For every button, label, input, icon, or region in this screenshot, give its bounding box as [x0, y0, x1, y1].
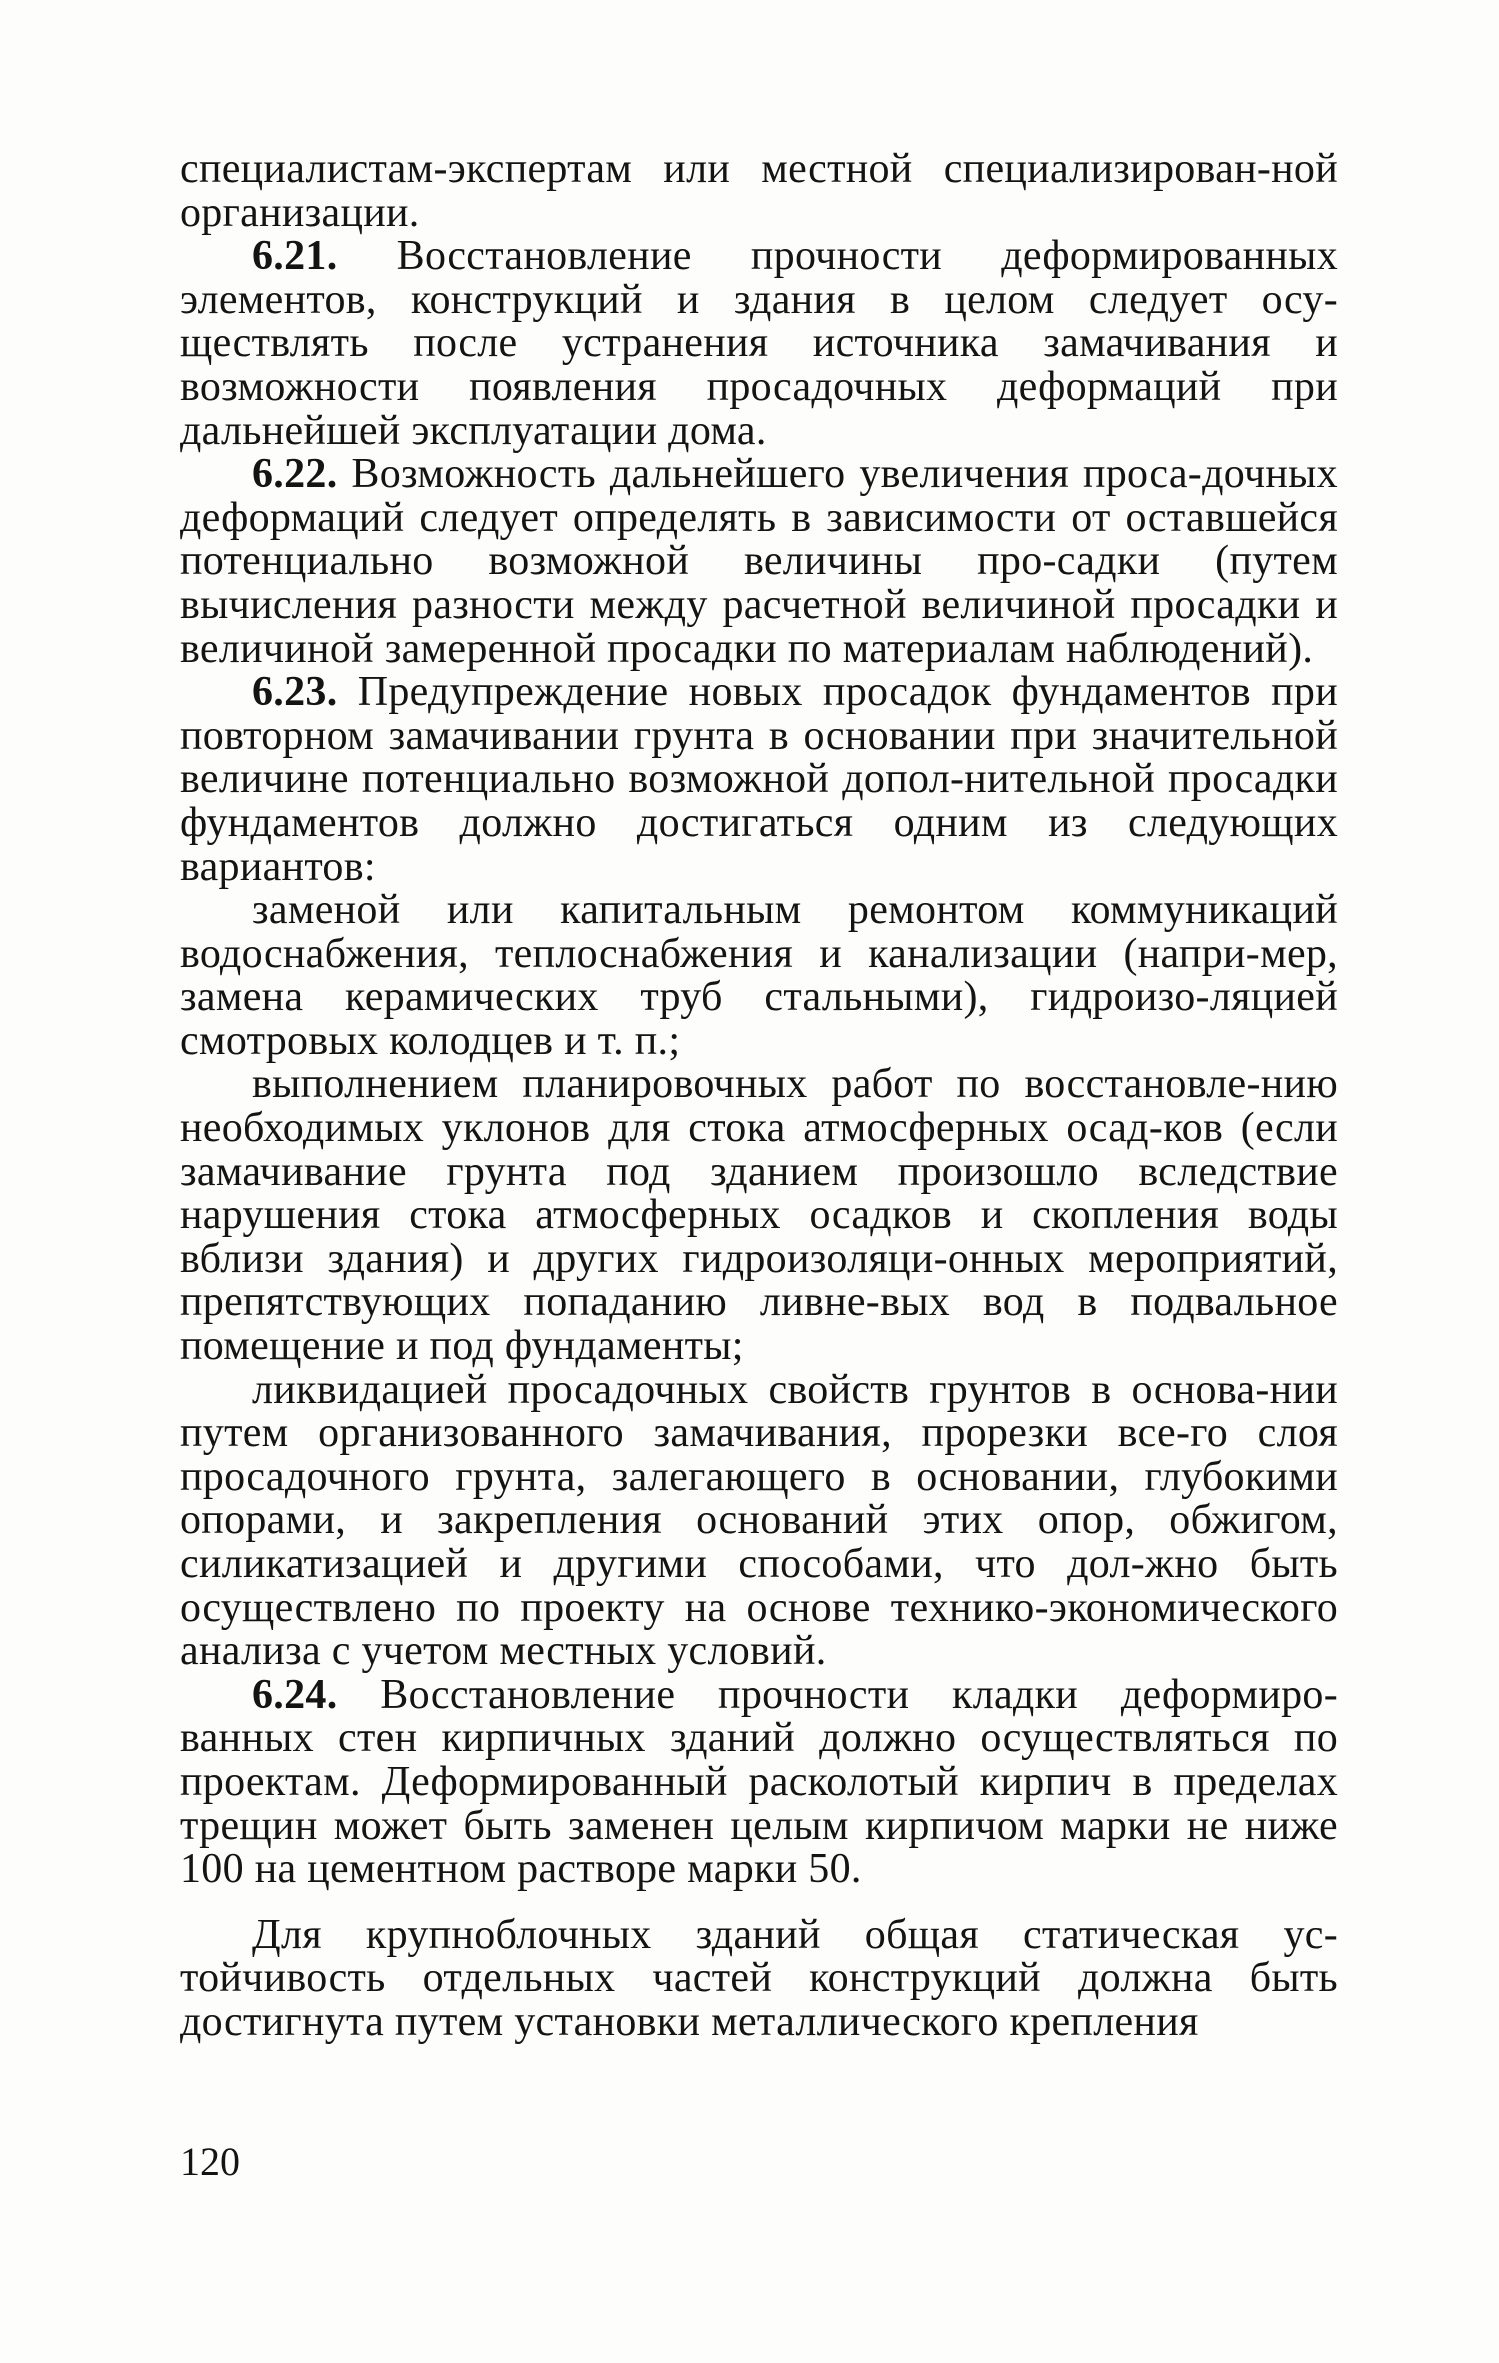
list-item-option-3 [180, 1366, 1338, 1675]
body-text [180, 148, 1338, 2045]
paragraph-text: ликвидацией просадочных свойств грунтов в основа-нии путем организованного замачивания, прорезки все-го слоя просадочного грунта, залегающего в основании, глубокими опорами, и закрепления оснований этих опор, обжигом, силикатизацией и другими способами, что дол-жно быть осуществлено по проекту на основе технико-экономического анализа с учетом местных условий. [180, 1366, 1338, 1675]
paragraph-text: Восстановление прочности кладки деформиро-ванных стен кирпичных зданий должно осуществляться по проектам. Деформированный расколотый кирпич в пределах трещин может быть заменен целым кирпичом марки не ниже 100 на цементном растворе марки 50. [180, 1671, 1338, 1893]
paragraph-6-23 [180, 671, 1338, 889]
paragraph-text: специалистам-экспертам или местной специализирован-ной организации. [180, 146, 1338, 236]
list-item-option-2 [180, 1063, 1338, 1368]
clause-number: 6.21. [252, 233, 338, 280]
paragraph-text: выполнением планировочных работ по восстановле-нию необходимых уклонов для стока атмосферных осад-ков (если замачивание грунта под зданием произошло вследствие нарушения стока атмосферных осадков и скопления воды вблизи здания) и других гидроизоляци-онных мероприятий, препятствующих попаданию ливне-вых вод в подвальное помещение и под фундаменты; [180, 1061, 1338, 1370]
clause-number: 6.24. [252, 1671, 338, 1718]
clause-number: 6.23. [252, 669, 338, 716]
clause-number: 6.22. [252, 451, 338, 498]
paragraph-text: Предупреждение новых просадок фундаментов при повторном замачивании грунта в основании при значительной величине потенциально возможной допол-нительной просадки фундаментов должно достигаться одним из следующих вариантов: [180, 669, 1338, 890]
list-item-option-1 [180, 889, 1338, 1063]
page-number: 120 [180, 2139, 240, 2184]
paragraph-6-22 [180, 453, 1338, 671]
paragraph-text: Для крупноблочных зданий общая статическая ус-тойчивость отдельных частей конструкций должна быть достигнута путем установки металлического крепления [180, 1911, 1338, 2045]
paragraph-large-block-buildings [180, 1911, 1338, 2045]
paragraph-6-24 [180, 1671, 1338, 1893]
paragraph-text: заменой или капитальным ремонтом коммуникаций водоснабжения, теплоснабжения и канализации (напри-мер, замена керамических труб стальными), гидроизо-ляцией смотровых колодцев и т. п.; [180, 887, 1338, 1064]
paragraph-continuation [180, 148, 1338, 235]
paragraph-text: Возможность дальнейшего увеличения проса-дочных деформаций следует определять в зависимости от оставшейся потенциально возможной величины про-садки (путем вычисления разности между расчетной величиной просадки и величиной замеренной просадки по материалам наблюдений). [180, 451, 1338, 672]
paragraph-6-21 [180, 235, 1338, 453]
paragraph-text: Восстановление прочности деформированных элементов, конструкций и здания в целом следует осу-ществлять после устранения источника замачивания и возможности появления просадочных деформаций при дальнейшей эксплуатации дома. [180, 233, 1338, 454]
